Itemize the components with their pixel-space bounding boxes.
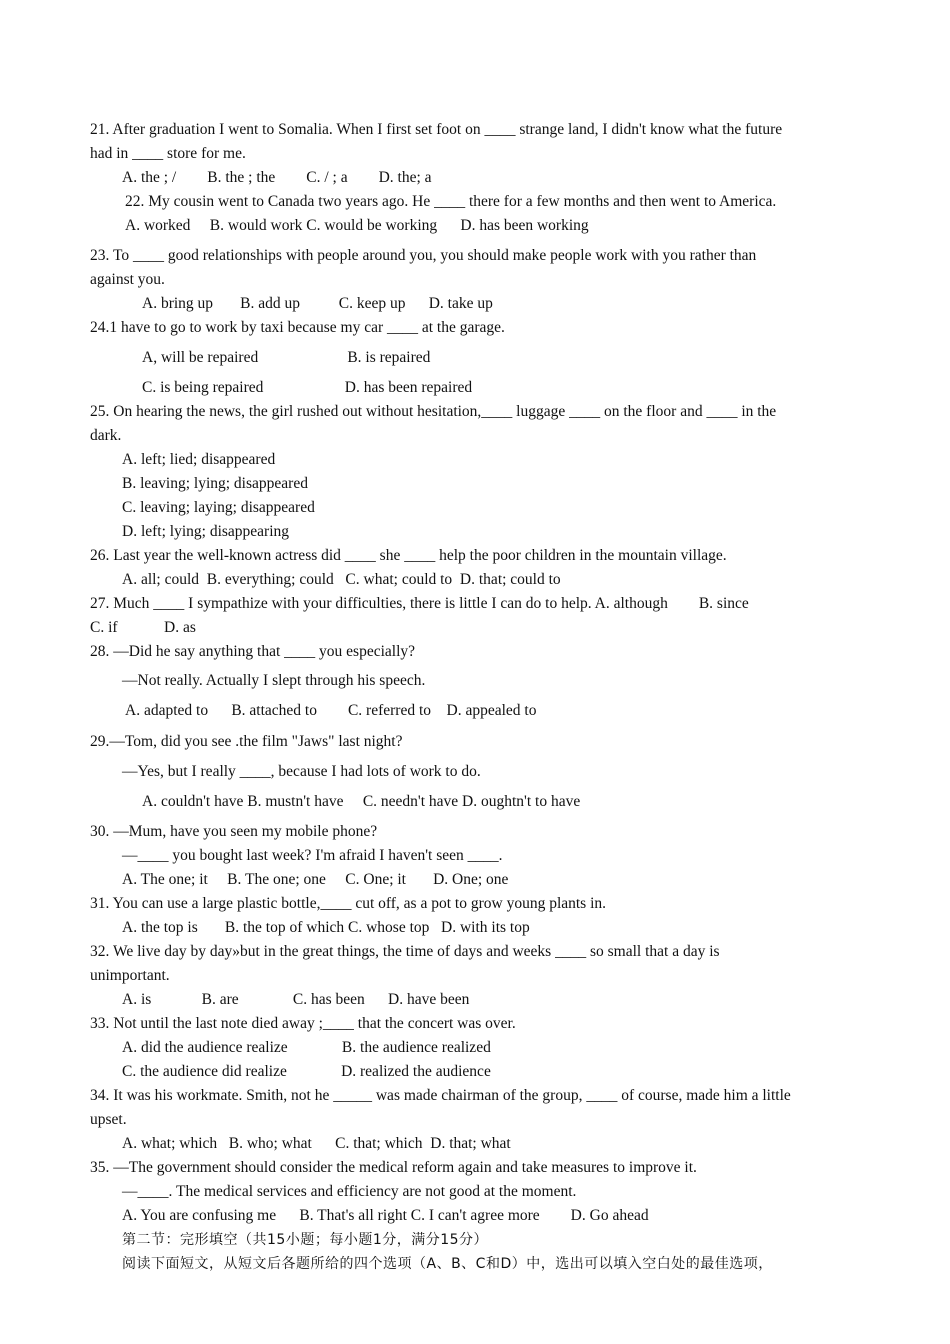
question-29-line-1: 29.—Tom, did you see .the film "Jaws" last night?: [90, 733, 403, 750]
question-29-line-3: A. couldn't have B. mustn't have C. needn't have D. oughtn't to have: [142, 793, 581, 810]
question-25-line-1: 25. On hearing the news, the girl rushed out without hesitation,____ luggage ____ on the floor and ____ in the: [90, 403, 777, 420]
question-27-line-1: 27. Much ____ I sympathize with your difficulties, there is little I can do to help. A. although B. since: [90, 595, 749, 612]
question-21-line-1: 21. After graduation I went to Somalia. When I first set foot on ____ strange land, I didn't know what the future: [90, 121, 783, 138]
question-25-line-2: dark.: [90, 427, 122, 444]
question-35-line-1: 35. —The government should consider the medical reform again and take measures to improve it.: [90, 1159, 697, 1176]
section-instruction: 阅读下面短文，从短文后各题所给的四个选项（A、B、C和D）中，选出可以填入空白处的最佳选项，: [122, 1256, 773, 1272]
question-24-line-1: 24.1 have to go to work by taxi because my car ____ at the garage.: [90, 319, 505, 336]
question-33-line-1: 33. Not until the last note died away ;____ that the concert was over.: [90, 1015, 516, 1032]
question-32-line-3: A. is B. are C. has been D. have been: [122, 991, 470, 1008]
question-23-line-3: A. bring up B. add up C. keep up D. take up: [142, 295, 493, 312]
question-22-line-2: A. worked B. would work C. would be working D. has been working: [125, 217, 589, 234]
question-25-line-3: A. left; lied; disappeared: [122, 451, 276, 468]
question-30-line-2: —____ you bought last week? I'm afraid I haven't seen ____.: [122, 847, 503, 864]
question-32-line-1: 32. We live day by day»but in the great things, the time of days and weeks ____ so small that a day is: [90, 943, 720, 960]
question-26-line-2: A. all; could B. everything; could C. what; could to D. that; could to: [122, 571, 561, 588]
question-31-line-2: A. the top is B. the top of which C. whose top D. with its top: [122, 919, 530, 936]
question-35-line-2: —____. The medical services and efficiency are not good at the moment.: [122, 1183, 577, 1200]
question-32-line-2: unimportant.: [90, 967, 170, 984]
question-21-line-3: A. the ; / B. the ; the C. / ; a D. the; a: [122, 169, 432, 186]
question-23-line-2: against you.: [90, 271, 165, 288]
section-heading: 第二节：完形填空（共15小题；每小题1分，满分15分）: [122, 1232, 489, 1248]
question-33-line-2: A. did the audience realize B. the audience realized: [122, 1039, 491, 1056]
question-24-line-3: C. is being repaired D. has been repaired: [142, 379, 473, 396]
question-30-line-3: A. The one; it B. The one; one C. One; it D. One; one: [122, 871, 509, 888]
question-35-line-3: A. You are confusing me B. That's all right C. I can't agree more D. Go ahead: [122, 1207, 649, 1224]
question-28-line-1: 28. —Did he say anything that ____ you especially?: [90, 643, 416, 660]
question-26-line-1: 26. Last year the well-known actress did ____ she ____ help the poor children in the mountain village.: [90, 547, 727, 564]
question-33-line-3: C. the audience did realize D. realized the audience: [122, 1063, 491, 1080]
question-30-line-1: 30. —Mum, have you seen my mobile phone?: [90, 823, 378, 840]
question-23-line-1: 23. To ____ good relationships with people around you, you should make people work with you rather than: [90, 247, 757, 264]
question-34-line-3: A. what; which B. who; what C. that; which D. that; what: [122, 1135, 511, 1152]
question-31-line-1: 31. You can use a large plastic bottle,____ cut off, as a pot to grow young plants in.: [90, 895, 607, 912]
question-34-line-1: 34. It was his workmate. Smith, not he _____ was made chairman of the group, ____ of course, made him a little: [90, 1087, 791, 1104]
question-21-line-2: had in ____ store for me.: [90, 145, 246, 162]
question-28-line-3: A. adapted to B. attached to C. referred to D. appealed to: [125, 702, 537, 719]
question-28-line-2: —Not really. Actually I slept through his speech.: [122, 672, 426, 689]
question-25-line-4: B. leaving; lying; disappeared: [122, 475, 308, 492]
question-34-line-2: upset.: [90, 1111, 127, 1128]
question-27-line-2: C. if D. as: [90, 619, 196, 636]
question-22-line-1: 22. My cousin went to Canada two years ago. He ____ there for a few months and then went to America.: [125, 193, 777, 210]
question-24-line-2: A, will be repaired B. is repaired: [142, 349, 431, 366]
question-29-line-2: —Yes, but I really ____, because I had lots of work to do.: [122, 763, 481, 780]
question-25-line-5: C. leaving; laying; disappeared: [122, 499, 315, 516]
question-25-line-6: D. left; lying; disappearing: [122, 523, 290, 540]
